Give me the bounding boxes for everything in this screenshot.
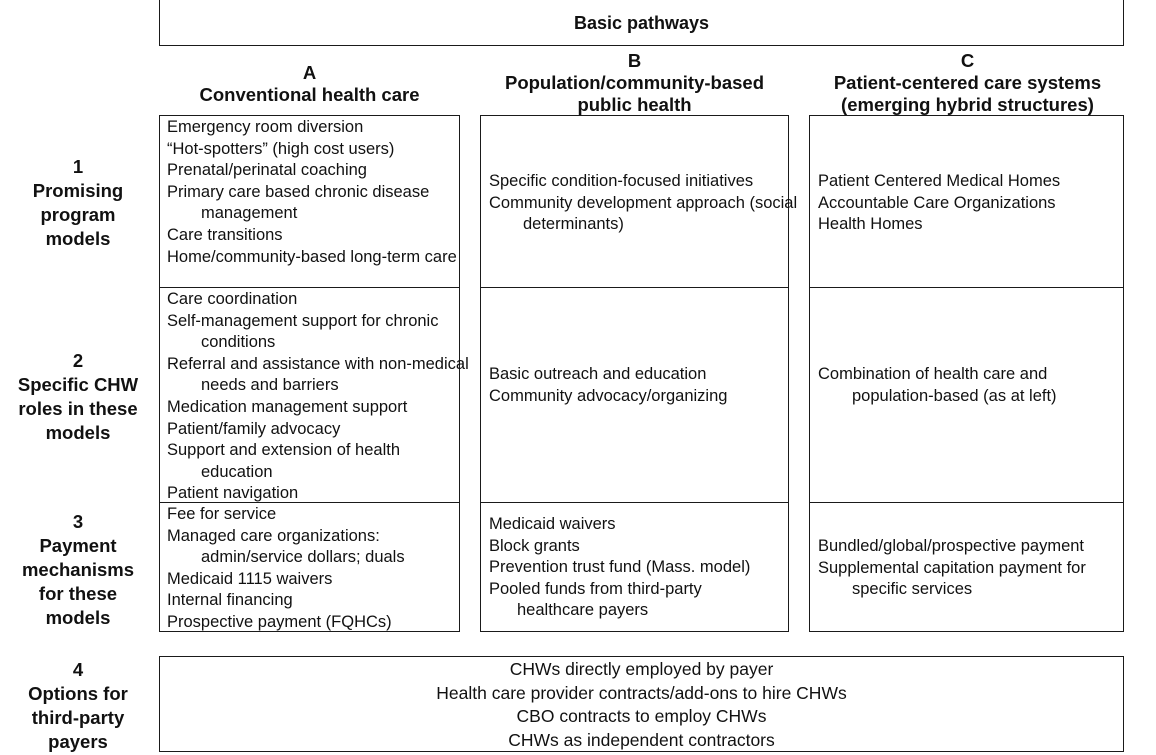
row-4-label: Options for third-party payers: [28, 683, 128, 752]
list-item: Community development approach (social determinants): [489, 193, 798, 234]
list-item: Patient navigation: [167, 484, 299, 503]
list-item: Emergency room diversion: [167, 118, 364, 136]
list-item: Combination of health care and population-based (as at left): [818, 365, 1057, 405]
list-item: Care transitions: [167, 225, 283, 244]
list-item: Community advocacy/organizing: [489, 386, 728, 405]
cell-b3: [489, 514, 787, 622]
list-item: Block grants: [489, 536, 580, 555]
cell-b1: [489, 171, 798, 236]
divider-c-2: [809, 502, 1124, 503]
divider-c-1: [809, 287, 1124, 288]
list-item: Managed care organizations: admin/service dollars; duals: [167, 526, 405, 567]
cell-c2: [818, 364, 1118, 407]
cell-b2: [489, 364, 787, 407]
column-a-letter: A: [302, 62, 317, 83]
list-item: CBO contracts to employ CHWs: [516, 706, 767, 726]
list-item: Self-management support for chronic conditions: [167, 311, 439, 352]
list-item: Basic outreach and education: [489, 365, 707, 383]
row-header-1: [6, 155, 150, 251]
column-c-name: Patient-centered care systems (emerging hybrid structures): [833, 72, 1102, 115]
row-header-3: [6, 510, 150, 630]
list-item: Primary care based chronic disease management: [167, 182, 430, 223]
list-item: Pooled funds from third-party healthcare payers: [489, 579, 702, 620]
cell-a3: [167, 504, 457, 634]
divider-b-2: [480, 502, 789, 503]
list-item: Medicaid waivers: [489, 515, 616, 533]
list-item: CHWs directly employed by payer: [509, 659, 774, 679]
column-header-c: [800, 50, 1135, 116]
cell-a2: [167, 289, 469, 505]
list-item: Prevention trust fund (Mass. model): [489, 558, 751, 577]
list-item: Supplemental capitation payment for specific services: [818, 558, 1086, 599]
list-item: Prospective payment (FQHCs): [167, 612, 392, 631]
row-1-label: Promising program models: [32, 180, 124, 249]
list-item: Medication management support: [167, 397, 408, 416]
row-1-number: 1: [72, 156, 84, 177]
list-item: Fee for service: [167, 505, 277, 523]
list-item: Home/community-based long-term care: [167, 247, 457, 266]
divider-b-1: [480, 287, 789, 288]
cell-c3: [818, 536, 1118, 601]
row-3-number: 3: [72, 511, 84, 532]
list-item: Bundled/global/prospective payment: [818, 537, 1085, 555]
list-item: Internal financing: [167, 591, 293, 610]
list-item: Patient/family advocacy: [167, 419, 341, 438]
column-b-letter: B: [627, 50, 642, 71]
row-3-label: Payment mechanisms for these models: [21, 535, 135, 628]
column-header-a: [159, 62, 460, 106]
cell-c1: [818, 171, 1118, 236]
list-item: Medicaid 1115 waivers: [167, 569, 333, 588]
list-item: “Hot-spotters” (high cost users): [167, 139, 395, 158]
list-item: Specific condition-focused initiatives: [489, 172, 754, 190]
title-box: [159, 0, 1124, 46]
column-c-letter: C: [960, 50, 975, 71]
row-2-number: 2: [72, 350, 84, 371]
list-item: Referral and assistance with non-medical needs and barriers: [167, 354, 469, 395]
payer-options-list: [159, 658, 1124, 752]
list-item: Accountable Care Organizations: [818, 193, 1056, 212]
row-4-number: 4: [72, 659, 84, 680]
column-b-name: Population/community-based public health: [504, 72, 765, 115]
list-item: Patient Centered Medical Homes: [818, 172, 1061, 190]
column-header-b: [480, 50, 789, 116]
row-header-2: [6, 349, 150, 445]
list-item: CHWs as independent contractors: [508, 729, 775, 750]
list-item: Health Homes: [818, 215, 923, 234]
cell-a1: [167, 117, 457, 268]
column-a-name: Conventional health care: [199, 84, 420, 105]
diagram-title: Basic pathways: [573, 13, 710, 33]
row-2-label: Specific CHW roles in these models: [17, 374, 139, 443]
list-item: Prenatal/perinatal coaching: [167, 161, 367, 180]
list-item: Health care provider contracts/add-ons to hire CHWs: [436, 682, 847, 703]
divider-a-1: [159, 287, 460, 288]
list-item: Support and extension of health education: [167, 441, 401, 481]
row-header-4: [6, 658, 150, 754]
list-item: Care coordination: [167, 290, 298, 308]
